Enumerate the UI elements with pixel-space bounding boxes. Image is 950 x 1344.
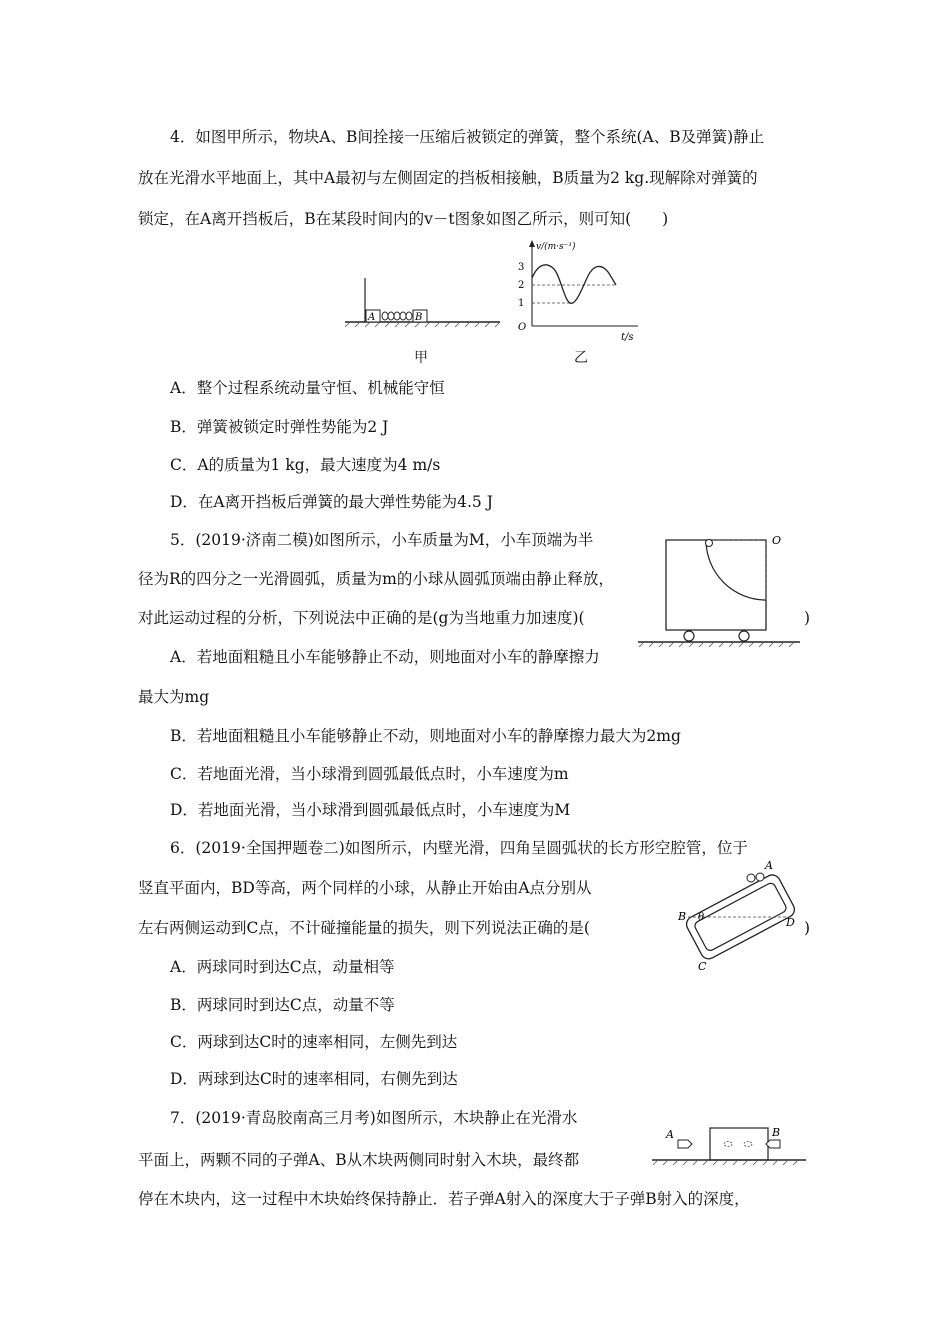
q7-line-2: 平面上，两颗不同的子弹A、B从木块两侧同时射入木块，最终都: [138, 1151, 580, 1169]
caption-jia: 甲: [414, 350, 428, 366]
t-axis-label: t/s: [621, 332, 634, 343]
block-b-label: B: [415, 312, 423, 323]
q4-line-2: 放在光滑水平地面上，其中A最初与左侧固定的挡板相接触，B质量为2 kg.现解除对弹簧的: [138, 169, 758, 187]
q5-figure: [634, 532, 804, 658]
q4-line-1: 4．如图甲所示，物块A、B间拴接一压缩后被锁定的弹簧，整个系统(A、B及弹簧)静止: [170, 128, 765, 146]
q4-option-d: D．在A离开挡板后弹簧的最大弹性势能为4.5 J: [170, 493, 493, 511]
caption-yi: 乙: [574, 350, 588, 366]
tick-3: 3: [518, 262, 525, 273]
q7-figure: [648, 1118, 808, 1170]
q4-line-3: 锁定，在A离开挡板后，B在某段时间内的v－t图象如图乙所示，则可知( ): [138, 210, 669, 228]
q4-option-c: C．A的质量为1 kg，最大速度为4 m/s: [170, 456, 441, 474]
tick-1: 1: [518, 298, 525, 309]
q5-line-1: 5．(2019·济南二模)如图所示，小车质量为M，小车顶端为半: [170, 531, 594, 549]
point-c-label: C: [698, 960, 707, 973]
q5-option-b: B．若地面粗糙且小车能够静止不动，则地面对小车的静摩擦力最大为2mg: [170, 727, 681, 745]
q5-option-a: A．若地面粗糙且小车能够静止不动，则地面对小车的静摩擦力: [170, 648, 600, 666]
q5-line-3-end: ): [804, 609, 811, 627]
q4-figure-yi: [508, 238, 648, 346]
point-a-label: A: [765, 859, 773, 872]
block-a-label: A: [368, 312, 376, 323]
q6-option-c: C．两球到达C时的速率相同，左侧先到达: [170, 1033, 458, 1051]
q4-option-a: A．整个过程系统动量守恒、机械能守恒: [170, 379, 445, 397]
q6-line-2: 竖直平面内，BD等高，两个同样的小球，从静止开始由A点分别从: [138, 879, 592, 897]
q6-option-b: B．两球同时到达C点，动量不等: [170, 996, 395, 1014]
q6-line-3: 左右两侧运动到C点，不计碰撞能量的损失，则下列说法正确的是(: [138, 919, 590, 937]
q4-option-b: B．弹簧被锁定时弹性势能为2 J: [170, 418, 389, 436]
q5-option-a-cont: 最大为mg: [138, 688, 210, 706]
q5-line-2: 径为R的四分之一光滑圆弧，质量为m的小球从圆弧顶端由静止释放，: [138, 570, 614, 588]
q7-line-1: 7．(2019·青岛胶南高三月考)如图所示，木块静止在光滑水: [170, 1109, 578, 1127]
q7-line-3: 停在木块内，这一过程中木块始终保持静止．若子弹A射入的深度大于子弹B射入的深度，: [138, 1190, 750, 1208]
q4-figure-jia: [345, 270, 505, 330]
v-axis-label: v/(m·s⁻¹): [536, 242, 576, 252]
point-d-label: D: [786, 916, 795, 929]
q5-option-d: D．若地面光滑，当小球滑到圆弧最低点时，小车速度为M: [170, 801, 571, 819]
q6-option-d: D．两球到达C时的速率相同，右侧先到达: [170, 1070, 458, 1088]
bullet-a-label: A: [666, 1128, 674, 1141]
angle-theta-label: θ: [698, 912, 705, 923]
q6-line-1: 6．(2019·全国押题卷二)如图所示，内壁光滑，四角呈圆弧状的长方形空腔管，位于: [170, 839, 748, 857]
tick-2: 2: [518, 280, 525, 291]
point-b-label: B: [678, 910, 687, 923]
q5-line-3: 对此运动过程的分析，下列说法中正确的是(g为当地重力加速度)(: [138, 609, 585, 627]
q6-option-a: A．两球同时到达C点，动量相等: [170, 958, 395, 976]
q6-figure: [674, 858, 806, 976]
q6-line-3-end: ): [804, 919, 811, 937]
point-o-label: O: [772, 534, 782, 547]
origin-label: O: [518, 322, 527, 333]
bullet-b-label: B: [772, 1126, 781, 1139]
q5-option-c: C．若地面光滑，当小球滑到圆弧最低点时，小车速度为m: [170, 765, 569, 783]
